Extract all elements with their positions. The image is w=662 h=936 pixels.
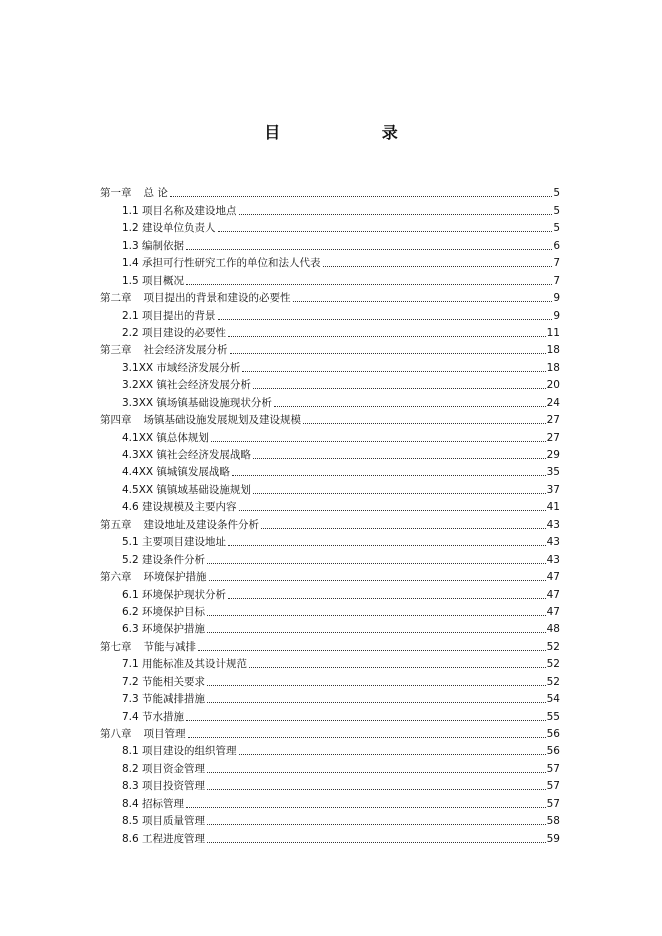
toc-page-number: 37 (546, 483, 560, 496)
toc-section-entry[interactable] (100, 253, 560, 270)
toc-section-entry[interactable] (100, 462, 560, 479)
toc-dot-leader (253, 457, 546, 459)
toc-entry-title (100, 571, 207, 584)
toc-section-entry[interactable] (100, 549, 560, 566)
toc-dot-leader (218, 230, 553, 232)
toc-dot-leader (186, 248, 552, 250)
toc-entry-title: 6.2 环境保护目标 (122, 605, 206, 618)
toc-dot-leader (232, 474, 546, 476)
toc-section-entry[interactable] (100, 793, 560, 810)
toc-page-number: 43 (546, 518, 560, 531)
toc-page-number: 54 (546, 693, 560, 706)
toc-entry-title: 3.3XX 镇场镇基础设施现状分析 (122, 396, 272, 409)
toc-entry-title: 8.2 项目资金管理 (122, 762, 206, 775)
toc-page-number: 47 (546, 588, 560, 601)
toc-section-entry[interactable] (100, 200, 560, 217)
toc-chapter-title: 建设地址及建设条件分析 (143, 518, 259, 531)
toc-chapter-label: 第八章 (100, 728, 132, 740)
toc-page-number: 7 (553, 274, 560, 287)
toc-dot-leader (293, 300, 553, 302)
toc-section-entry[interactable] (100, 479, 560, 496)
toc-section-entry[interactable] (100, 758, 560, 775)
toc-entry-title: 5.2 建设条件分析 (122, 553, 206, 566)
toc-page-number: 55 (546, 710, 560, 723)
toc-chapter-title: 环境保护措施 (143, 571, 207, 584)
toc-section-entry[interactable] (100, 828, 560, 845)
toc-entry-title: 1.1 项目名称及建设地点 (122, 204, 237, 217)
toc-page-number: 52 (546, 675, 560, 688)
toc-page-number: 56 (546, 745, 560, 758)
toc-chapter-entry[interactable] (100, 340, 560, 357)
toc-section-entry[interactable] (100, 532, 560, 549)
toc-dot-leader (209, 579, 546, 581)
toc-dot-leader (228, 335, 546, 337)
toc-dot-leader (188, 736, 546, 738)
toc-chapter-label: 第七章 (100, 640, 132, 653)
toc-dot-leader (261, 527, 546, 529)
toc-page-number: 9 (553, 292, 560, 305)
toc-page-number: 58 (546, 815, 560, 828)
toc-dot-leader (207, 823, 546, 825)
toc-page-number: 57 (546, 797, 560, 810)
toc-section-entry[interactable] (100, 497, 560, 514)
toc-dot-leader (207, 701, 546, 703)
toc-chapter-label: 第四章 (100, 414, 132, 427)
toc-entry-title: 1.3 编制依据 (122, 239, 185, 252)
toc-chapter-title: 项目提出的背景和建设的必要性 (143, 292, 291, 305)
toc-entry-title: 4.1XX 镇总体规划 (122, 431, 209, 444)
toc-entry-title: 8.5 项目质量管理 (122, 815, 206, 828)
toc-page-number: 52 (546, 658, 560, 671)
toc-page-number: 24 (546, 396, 560, 409)
toc-dot-leader (207, 562, 546, 564)
toc-page-number: 20 (546, 379, 560, 392)
toc-page-number: 57 (546, 780, 560, 793)
toc-entry-title: 3.1XX 市域经济发展分析 (122, 361, 241, 374)
toc-entry-title: 5.1 主要项目建设地址 (122, 536, 227, 549)
toc-page-number: 27 (546, 414, 560, 427)
toc-page-number: 5 (553, 187, 560, 200)
toc-chapter-entry[interactable] (100, 514, 560, 531)
toc-entry-title: 2.2 项目建设的必要性 (122, 326, 227, 339)
toc-entry-title (100, 519, 259, 532)
toc-entry-title: 3.2XX 镇社会经济发展分析 (122, 379, 251, 392)
toc-entry-title (100, 728, 186, 741)
toc-page-number: 56 (546, 728, 560, 740)
toc-page-number: 43 (546, 553, 560, 566)
toc-section-entry[interactable] (100, 584, 560, 601)
toc-page-number: 47 (546, 571, 560, 584)
toc-page-number: 18 (546, 344, 560, 357)
toc-page-number: 41 (546, 501, 560, 514)
toc-chapter-title: 项目管理 (143, 728, 186, 740)
toc-dot-leader (186, 806, 546, 808)
toc-entry-title: 6.1 环境保护现状分析 (122, 588, 227, 601)
toc-entry-title: 8.4 招标管理 (122, 797, 185, 810)
toc-dot-leader (303, 422, 546, 424)
toc-section-entry[interactable] (100, 375, 560, 392)
toc-dot-leader (274, 405, 546, 407)
toc-section-entry[interactable] (100, 357, 560, 374)
toc-page-number: 43 (546, 536, 560, 549)
toc-entry-title (100, 414, 301, 427)
toc-dot-leader (207, 631, 546, 633)
toc-section-entry[interactable] (100, 619, 560, 636)
toc-section-entry[interactable] (100, 235, 560, 252)
toc-chapter-label: 第三章 (100, 344, 132, 357)
toc-page-number: 29 (546, 449, 560, 461)
toc-dot-leader (239, 753, 546, 755)
toc-entry-title: 1.4 承担可行性研究工作的单位和法人代表 (122, 257, 321, 270)
toc-section-entry[interactable] (100, 218, 560, 235)
toc-entry-title: 1.2 建设单位负责人 (122, 222, 216, 235)
toc-section-entry[interactable] (100, 706, 560, 723)
toc-page-number: 9 (553, 309, 560, 322)
toc-entry-title: 7.2 节能相关要求 (122, 675, 206, 688)
toc-chapter-title: 总 论 (143, 187, 168, 200)
toc-dot-leader (253, 387, 546, 389)
toc-chapter-title: 社会经济发展分析 (143, 344, 228, 357)
toc-dot-leader (230, 352, 546, 354)
toc-chapter-label: 第二章 (100, 292, 132, 305)
toc-chapter-entry[interactable] (100, 636, 560, 653)
toc-page-number: 35 (546, 466, 560, 479)
toc-chapter-entry[interactable] (100, 567, 560, 584)
toc-dot-leader (249, 666, 546, 668)
toc-section-entry[interactable] (100, 776, 560, 793)
toc-dot-leader (207, 684, 546, 686)
toc-page-number: 52 (546, 640, 560, 653)
toc-page-number: 5 (553, 222, 560, 235)
toc-section-entry[interactable] (100, 427, 560, 444)
toc-section-entry[interactable] (100, 654, 560, 671)
toc-title: 目 录 (264, 123, 446, 142)
toc-entry-title (100, 641, 196, 654)
toc-section-entry[interactable] (100, 392, 560, 409)
toc-chapter-entry[interactable] (100, 183, 560, 200)
toc-entry-title (100, 344, 228, 357)
toc-entry-title: 8.3 项目投资管理 (122, 780, 206, 793)
toc-section-entry[interactable] (100, 270, 560, 287)
toc-entry-title: 6.3 环境保护措施 (122, 623, 206, 636)
toc-entry-title: 7.1 用能标准及其设计规范 (122, 658, 248, 671)
toc-dot-leader (207, 614, 546, 616)
toc-entry-title: 4.4XX 镇城镇发展战略 (122, 466, 230, 479)
toc-entry-title: 4.6 建设规模及主要内容 (122, 501, 237, 514)
toc-page-number: 7 (553, 257, 560, 270)
toc-dot-leader (198, 649, 546, 651)
toc-dot-leader (211, 440, 546, 442)
toc-page-number: 5 (553, 204, 560, 217)
toc-dot-leader (242, 370, 545, 372)
toc-dot-leader (218, 318, 553, 320)
toc-page-number: 48 (546, 623, 560, 636)
toc-entry-title: 4.3XX 镇社会经济发展战略 (122, 449, 251, 461)
toc-section-entry[interactable] (100, 741, 560, 758)
toc-section-entry[interactable] (100, 811, 560, 828)
toc-page-number: 6 (553, 239, 560, 252)
toc-chapter-entry[interactable] (100, 410, 560, 427)
toc-section-entry[interactable] (100, 305, 560, 322)
toc-chapter-title: 节能与减排 (143, 640, 196, 653)
toc-entry-title: 1.5 项目概况 (122, 274, 185, 287)
toc-section-entry[interactable] (100, 602, 560, 619)
toc-page-number: 27 (546, 431, 560, 444)
toc-dot-leader (207, 788, 546, 790)
toc-entry-title: 7.3 节能减排措施 (122, 693, 206, 706)
toc-chapter-label: 第一章 (100, 187, 132, 200)
toc-dot-leader (228, 544, 546, 546)
toc-dot-leader (253, 492, 546, 494)
toc-section-entry[interactable] (100, 671, 560, 688)
toc-entry-title (100, 187, 168, 200)
toc-entry-title: 2.1 项目提出的背景 (122, 309, 216, 322)
toc-dot-leader (186, 283, 552, 285)
toc-entry-title: 4.5XX 镇镇域基础设施规划 (122, 483, 251, 496)
toc-entry-title: 7.4 节水措施 (122, 710, 185, 723)
toc-dot-leader (186, 719, 546, 721)
toc-dot-leader (228, 597, 546, 599)
toc-dot-leader (323, 265, 553, 267)
toc-section-entry[interactable] (100, 323, 560, 340)
toc-chapter-label: 第六章 (100, 571, 132, 584)
toc-list (100, 183, 560, 846)
toc-page-number: 18 (546, 361, 560, 374)
toc-chapter-entry[interactable] (100, 288, 560, 305)
toc-entry-title (100, 292, 291, 305)
toc-page-number: 59 (546, 832, 560, 845)
toc-page-number: 11 (546, 326, 560, 339)
toc-page-number: 47 (546, 605, 560, 618)
toc-chapter-entry[interactable] (100, 724, 560, 741)
toc-chapter-label: 第五章 (100, 518, 132, 531)
toc-dot-leader (239, 509, 546, 511)
toc-dot-leader (239, 213, 553, 215)
toc-dot-leader (207, 771, 546, 773)
toc-chapter-title: 场镇基础设施发展规划及建设规模 (143, 414, 301, 427)
toc-page-number: 57 (546, 762, 560, 775)
toc-section-entry[interactable] (100, 689, 560, 706)
toc-entry-title: 8.6 工程进度管理 (122, 832, 206, 845)
toc-dot-leader (170, 195, 552, 197)
toc-section-entry[interactable] (100, 445, 560, 462)
toc-dot-leader (207, 841, 546, 843)
toc-entry-title: 8.1 项目建设的组织管理 (122, 745, 237, 758)
